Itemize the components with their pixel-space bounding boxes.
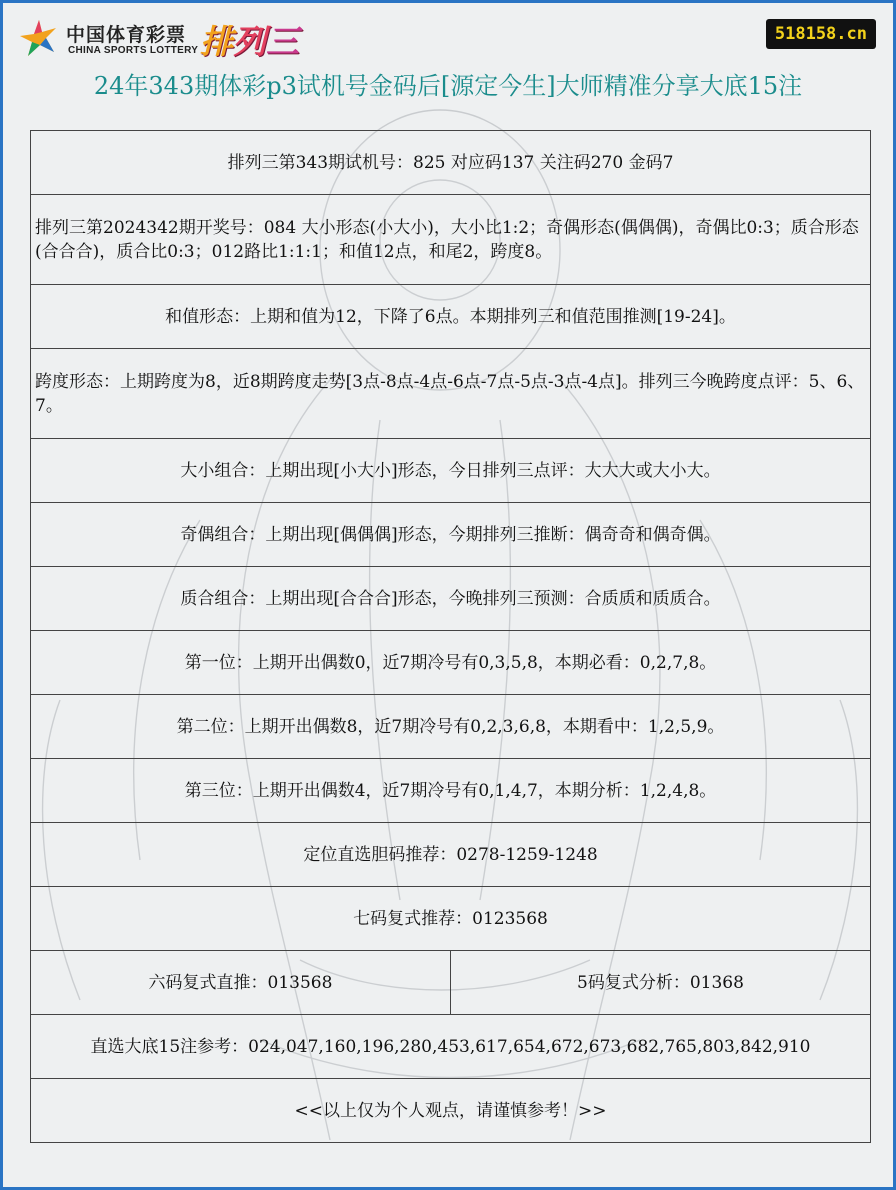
second-position-row: 第二位：上期开出偶数8，近7期冷号有0,2,3,6,8，本期看中：1,2,5,9。 (31, 695, 871, 759)
lottery-star-icon (18, 18, 60, 60)
site-badge[interactable]: 518158.cn (766, 19, 876, 49)
base-15-row: 直选大底15注参考：024,047,160,196,280,453,617,654,672,673,682,765,803,842,910 (31, 1015, 871, 1079)
span-pattern-row: 跨度形态：上期跨度为8，近8期跨度走势[3点-8点-4点-6点-7点-5点-3点-4点]。排列三今晚跨度点评：5、6、7。 (31, 349, 871, 439)
brand-name: 排列三 (200, 22, 299, 61)
disclaimer-row: <<以上仅为个人观点，请谨慎参考！>> (31, 1079, 871, 1143)
trial-number-row: 排列三第343期试机号：825 对应码137 关注码270 金码7 (31, 131, 871, 195)
six-code-cell: 六码复式直推：013568 (31, 951, 451, 1015)
logo-chinese-text: 中国体育彩票 (66, 24, 187, 46)
first-position-row: 第一位：上期开出偶数0，近7期冷号有0,3,5,8，本期必看：0,2,7,8。 (31, 631, 871, 695)
sum-pattern-row: 和值形态：上期和值为12，下降了6点。本期排列三和值范围推测[19-24]。 (31, 285, 871, 349)
prime-combo-row: 质合组合：上期出现[合合合]形态，今晚排列三预测：合质质和质质合。 (31, 567, 871, 631)
five-code-cell: 5码复式分析：01368 (451, 951, 871, 1015)
size-combo-row: 大小组合：上期出现[小大小]形态，今日排列三点评：大大大或大小大。 (31, 439, 871, 503)
page-title: 24年343期体彩p3试机号金码后[源定今生]大师精准分享大底15注 (93, 72, 803, 100)
parity-combo-row: 奇偶组合：上期出现[偶偶偶]形态，今期排列三推断：偶奇奇和偶奇偶。 (31, 503, 871, 567)
seven-code-row: 七码复式推荐：0123568 (31, 887, 871, 951)
position-dan-row: 定位直选胆码推荐：0278-1259-1248 (31, 823, 871, 887)
third-position-row: 第三位：上期开出偶数4，近7期冷号有0,1,4,7，本期分析：1,2,4,8。 (31, 759, 871, 823)
draw-result-row: 排列三第2024342期开奖号：084 大小形态(小大小)，大小比1:2；奇偶形态(偶偶偶)，奇偶比0:3；质合形态(合合合)，质合比0:3；012路比1:1:1；和值12点，和尾2，跨度8。 (31, 195, 871, 285)
logo-english-text: CHINA SPORTS LOTTERY (68, 45, 199, 56)
analysis-table (30, 130, 871, 1143)
lottery-logo (18, 16, 318, 62)
header (0, 0, 896, 130)
